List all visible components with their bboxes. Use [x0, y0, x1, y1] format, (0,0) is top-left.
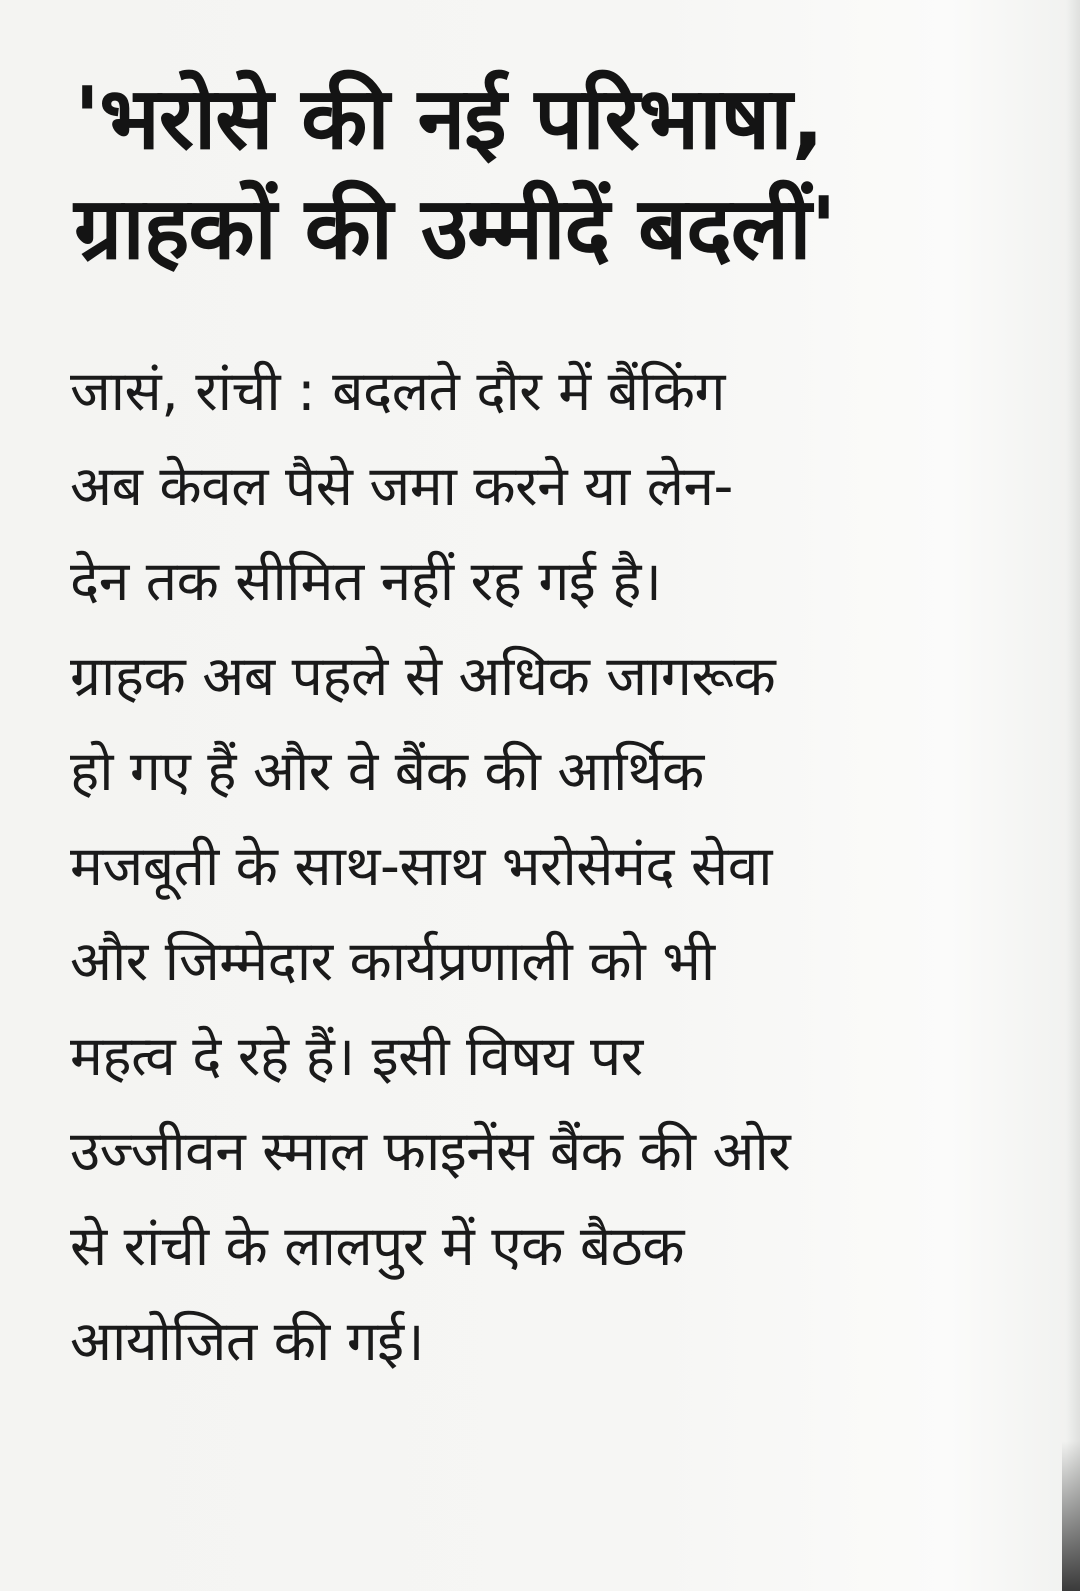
body-line: ग्राहक अब पहले से अधिक जागरूक	[70, 644, 776, 708]
article-body	[70, 344, 1030, 1389]
body-line: से रांची के लालपुर में एक बैठक	[70, 1214, 684, 1278]
headline-line: 'भरोसे की नई परिभाषा,	[74, 69, 824, 169]
body-line: जासं, रांची : बदलते दौर में बैंकिंग	[70, 359, 725, 423]
paper-corner-shadow	[1062, 1441, 1080, 1591]
body-line: हो गए हैं और वे बैंक की आर्थिक	[70, 739, 704, 803]
body-line: महत्व दे रहे हैं। इसी विषय पर	[70, 1024, 643, 1088]
body-line: मजबूती के साथ-साथ भरोसेमंद सेवा	[70, 834, 773, 898]
body-line: और जिम्मेदार कार्यप्रणाली को भी	[70, 929, 715, 993]
headline-line: ग्राहकों की उम्मीदें बदलीं'	[74, 179, 836, 279]
body-line: अब केवल पैसे जमा करने या लेन-	[70, 454, 733, 518]
body-line: देन तक सीमित नहीं रह गई है।	[70, 549, 662, 613]
paper-edge-shadow	[1066, 0, 1080, 1591]
body-line: आयोजित की गई।	[70, 1309, 425, 1373]
body-line: उज्जीवन स्माल फाइनेंस बैंक की ओर	[70, 1119, 791, 1183]
headline	[74, 64, 974, 284]
